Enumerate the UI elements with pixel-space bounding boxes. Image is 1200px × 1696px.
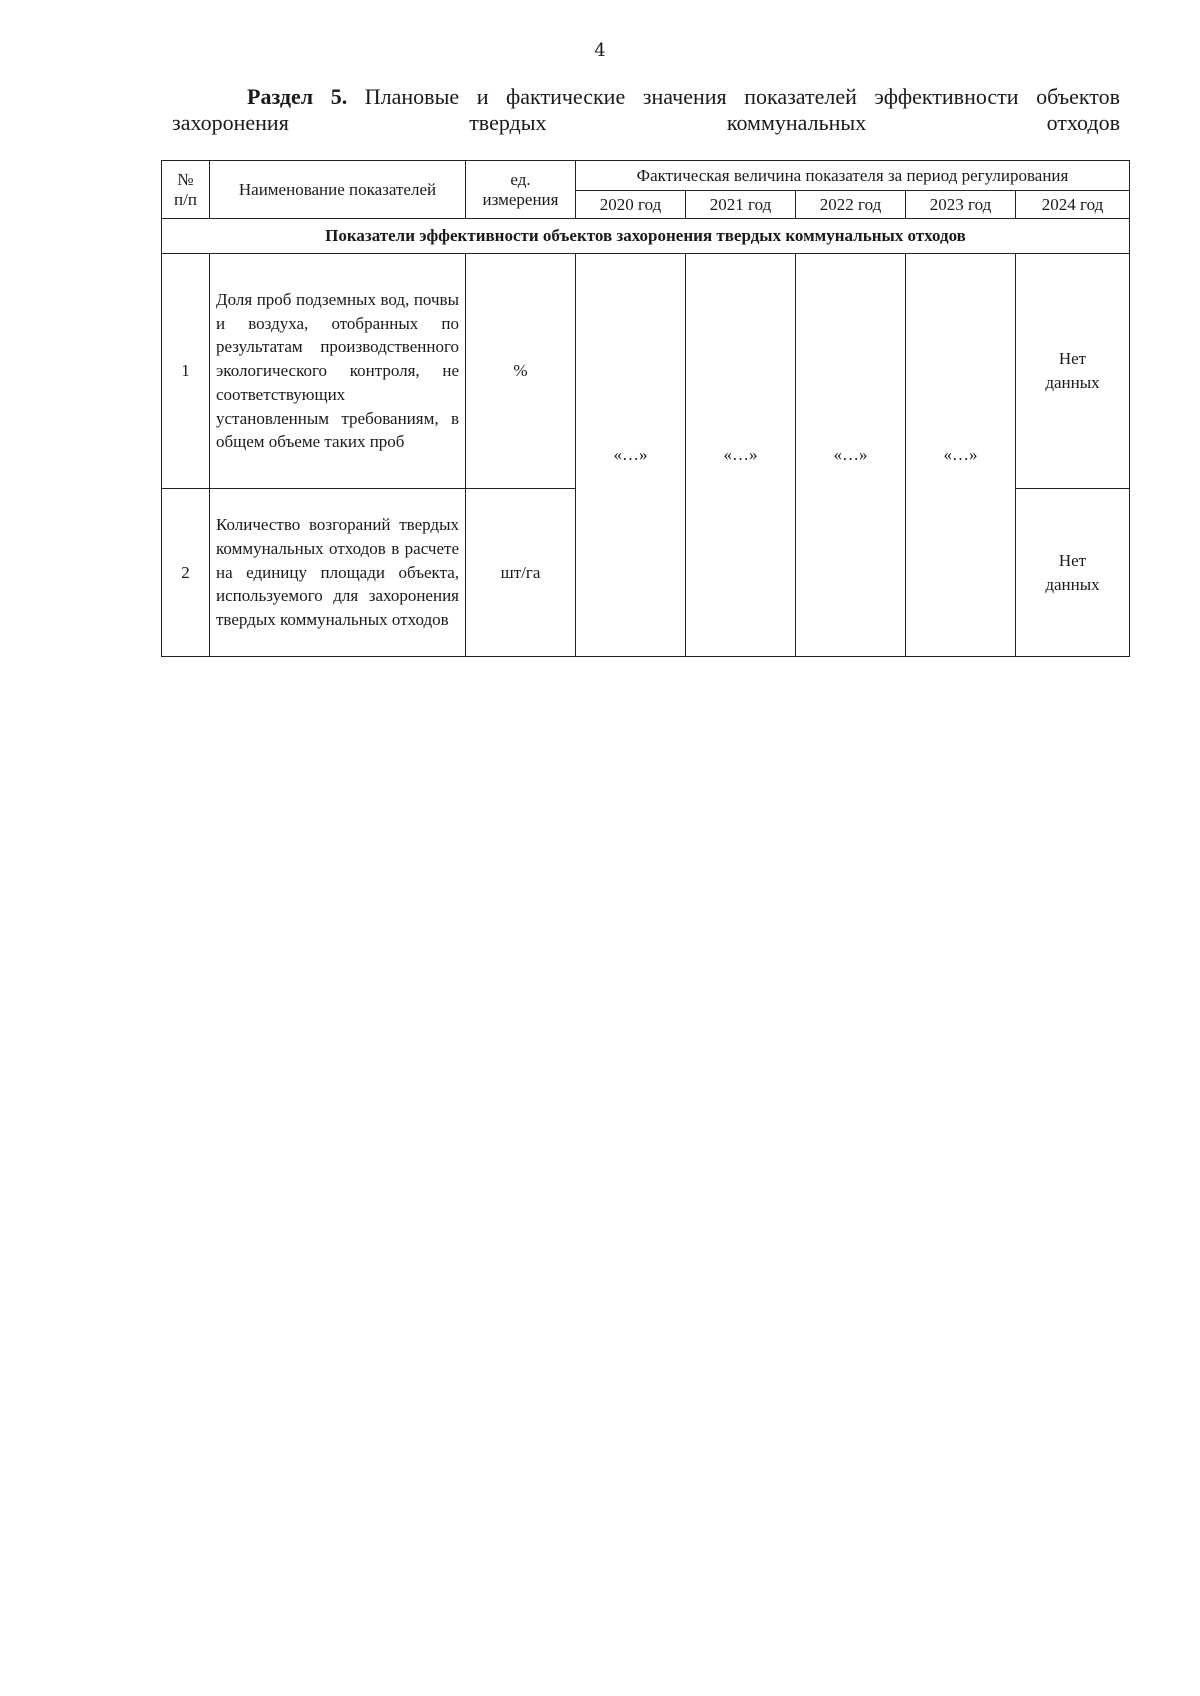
header-number xyxy=(162,161,210,219)
row-indicator-name: Количество возгораний твердых коммунальных отходов в расчете на единицу площади объекта, используемого для захоронения твердых коммунальных отходов xyxy=(210,489,466,657)
table-header-row xyxy=(162,161,1130,191)
section-label: Раздел 5. xyxy=(247,84,348,109)
row-unit: % xyxy=(466,254,576,489)
no-data-line2: данных xyxy=(1045,574,1100,594)
header-year-2024: 2024 год xyxy=(1016,191,1130,219)
header-year-2023: 2023 год xyxy=(906,191,1016,219)
row-number: 1 xyxy=(162,254,210,489)
group-title: Показатели эффективности объектов захоронения твердых коммунальных отходов xyxy=(162,219,1130,254)
value-2020: «…» xyxy=(576,254,686,657)
value-2023: «…» xyxy=(906,254,1016,657)
header-year-2021: 2021 год xyxy=(686,191,796,219)
header-unit-line1: ед. xyxy=(510,169,531,189)
section-title xyxy=(172,84,1120,136)
value-2022: «…» xyxy=(796,254,906,657)
value-2024-row1 xyxy=(1016,254,1130,489)
header-name: Наименование показателей xyxy=(210,161,466,219)
row-unit: шт/га xyxy=(466,489,576,657)
header-year-2020: 2020 год xyxy=(576,191,686,219)
no-data-line1: Нет xyxy=(1058,550,1087,570)
header-period: Фактическая величина показателя за период регулирования xyxy=(576,161,1130,191)
value-2024-row2 xyxy=(1016,489,1130,657)
header-number-line2: п/п xyxy=(174,189,197,209)
header-number-line1: № xyxy=(177,169,194,189)
section-title-text: Плановые и фактические значения показателей эффективности объектов захоронения твердых коммунальных отходов xyxy=(172,84,1121,135)
group-row xyxy=(162,219,1130,254)
indicators-table xyxy=(161,160,1130,657)
row-indicator-name: Доля проб подземных вод, почвы и воздуха, отобранных по результатам производственного экологического контроля, не соответствующих установленным требованиям, в общем объеме таких проб xyxy=(210,254,466,489)
header-unit-line2: измерения xyxy=(482,189,559,209)
page-number: 4 xyxy=(594,40,606,61)
no-data-line1: Нет xyxy=(1058,349,1087,368)
row-number: 2 xyxy=(162,489,210,657)
header-year-2022: 2022 год xyxy=(796,191,906,219)
header-unit xyxy=(466,161,576,219)
table-row xyxy=(162,254,1130,489)
no-data-line2: данных xyxy=(1045,373,1100,392)
value-2021: «…» xyxy=(686,254,796,657)
